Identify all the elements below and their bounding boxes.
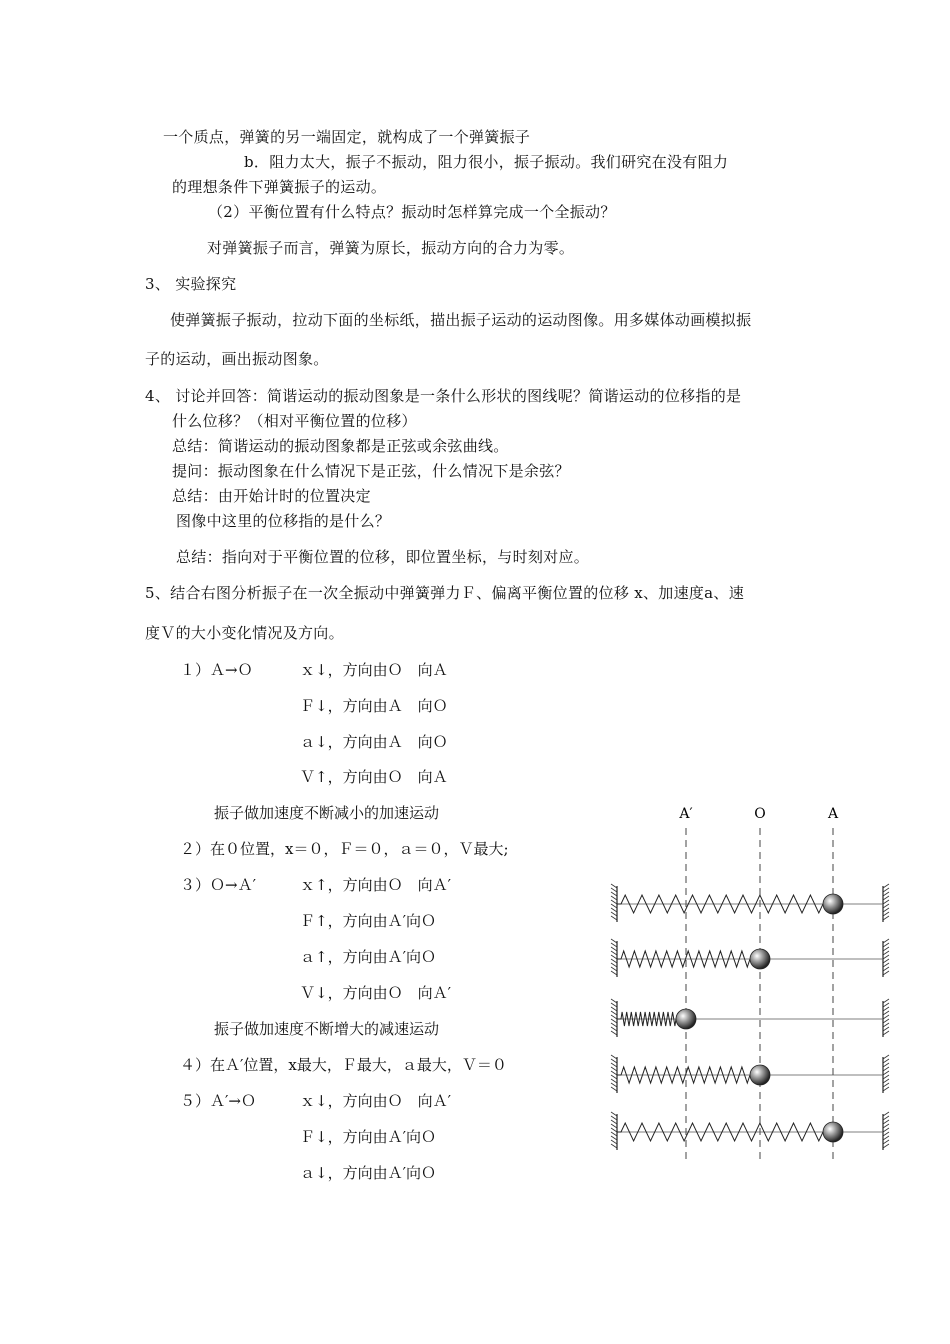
left-wall-2-hatch	[611, 939, 617, 943]
step-2: ２）在０位置，x＝０，Ｆ＝０，ａ＝０，Ｖ最大;	[180, 840, 509, 858]
right-wall-3-hatch	[883, 1031, 889, 1035]
label-a-prime: A′	[679, 806, 693, 822]
right-wall-2-hatch	[883, 971, 889, 975]
oscillator-ball-1	[823, 894, 843, 914]
left-wall-3-hatch	[611, 1011, 617, 1015]
left-wall-5-hatch	[611, 1140, 617, 1144]
right-wall-4-hatch	[883, 1059, 889, 1063]
right-wall-5-hatch	[883, 1120, 889, 1124]
left-wall-1-hatch	[611, 884, 617, 888]
section-5-line-b: 度Ｖ的大小变化情况及方向。	[145, 624, 344, 642]
left-wall-5-hatch	[611, 1136, 617, 1140]
left-wall-1-hatch	[611, 908, 617, 912]
right-wall-1-hatch	[883, 912, 889, 916]
left-wall-3-hatch	[611, 1015, 617, 1019]
left-wall-2-hatch	[611, 955, 617, 959]
right-wall-1-hatch	[883, 904, 889, 908]
step-3-f: Ｆ↑，方向由Ａ′向Ｏ	[300, 912, 436, 930]
right-wall-3-hatch	[883, 1019, 889, 1023]
right-wall-1-hatch	[883, 908, 889, 912]
right-wall-2-hatch	[883, 939, 889, 943]
left-wall-1-hatch	[611, 896, 617, 900]
left-wall-5-hatch	[611, 1112, 617, 1116]
left-wall-3-hatch	[611, 1027, 617, 1031]
right-wall-3-hatch	[883, 1007, 889, 1011]
right-wall-5-hatch	[883, 1140, 889, 1144]
left-wall-4-hatch	[611, 1059, 617, 1063]
right-wall-1-hatch	[883, 900, 889, 904]
step-3-v: Ｖ↓，方向由Ｏ 向Ａ′	[300, 984, 451, 1002]
step-1-v: Ｖ↑，方向由Ｏ 向Ａ	[300, 768, 448, 786]
left-wall-4-hatch	[611, 1083, 617, 1087]
left-wall-4-hatch	[611, 1079, 617, 1083]
right-wall-4-hatch	[883, 1067, 889, 1071]
section-4-line-c: 总结：简谐运动的振动图象都是正弦或余弦曲线。	[172, 437, 509, 455]
step-3-a: ａ↑，方向由Ａ′向Ｏ	[300, 948, 436, 966]
right-wall-2-hatch	[883, 955, 889, 959]
left-wall-4-hatch	[611, 1055, 617, 1059]
right-wall-5-hatch	[883, 1144, 889, 1148]
right-wall-3-hatch	[883, 1015, 889, 1019]
left-wall-5-hatch	[611, 1144, 617, 1148]
step-3-label: ３）Ｏ→Ａ′	[180, 876, 256, 894]
right-wall-2-hatch	[883, 963, 889, 967]
left-wall-3-hatch	[611, 999, 617, 1003]
section-5-heading: 5、结合右图分析振子在一次全振动中弹簧弹力Ｆ、偏离平衡位置的位移 x、加速度a、速	[145, 584, 745, 602]
step-5-f: Ｆ↓，方向由Ａ′向Ｏ	[300, 1128, 436, 1146]
right-wall-1-hatch	[883, 896, 889, 900]
left-wall-3-hatch	[611, 1007, 617, 1011]
right-wall-4-hatch	[883, 1087, 889, 1091]
right-wall-3-hatch	[883, 1027, 889, 1031]
right-wall-4-hatch	[883, 1075, 889, 1079]
right-wall-2-hatch	[883, 959, 889, 963]
label-o: O	[754, 806, 766, 822]
spring-oscillator-diagram	[600, 800, 900, 1170]
right-wall-4-hatch	[883, 1071, 889, 1075]
left-wall-2-hatch	[611, 963, 617, 967]
right-wall-4-hatch	[883, 1055, 889, 1059]
spring-3	[617, 1012, 676, 1026]
para-2: b．阻力太大，振子不振动，阻力很小，振子振动。我们研究在没有阻力	[244, 153, 729, 171]
step-5-x: ｘ↓，方向由Ｏ 向Ａ′	[300, 1092, 451, 1110]
para-7: 子的运动，画出振动图象。	[145, 350, 329, 368]
right-wall-5-hatch	[883, 1112, 889, 1116]
left-wall-2-hatch	[611, 943, 617, 947]
right-wall-3-hatch	[883, 1023, 889, 1027]
step-5-a: ａ↓，方向由Ａ′向Ｏ	[300, 1164, 436, 1182]
right-wall-1-hatch	[883, 916, 889, 920]
right-wall-5-hatch	[883, 1132, 889, 1136]
step-4: ４）在Ａ′位置，x最大，Ｆ最大，ａ最大，Ｖ＝０	[180, 1056, 507, 1074]
right-wall-1-hatch	[883, 884, 889, 888]
step-3-x: ｘ↑，方向由Ｏ 向Ａ′	[300, 876, 451, 894]
right-wall-5-hatch	[883, 1136, 889, 1140]
left-wall-5-hatch	[611, 1128, 617, 1132]
left-wall-5-hatch	[611, 1124, 617, 1128]
left-wall-2-hatch	[611, 947, 617, 951]
left-wall-4-hatch	[611, 1087, 617, 1091]
right-wall-2-hatch	[883, 967, 889, 971]
step-1-label: １）Ａ→Ｏ	[180, 661, 253, 679]
right-wall-2-hatch	[883, 947, 889, 951]
right-wall-3-hatch	[883, 1003, 889, 1007]
left-wall-5-hatch	[611, 1120, 617, 1124]
right-wall-1-hatch	[883, 888, 889, 892]
section-4-line-e: 总结：由开始计时的位置决定	[172, 487, 371, 505]
right-wall-5-hatch	[883, 1128, 889, 1132]
right-wall-4-hatch	[883, 1063, 889, 1067]
left-wall-5-hatch	[611, 1116, 617, 1120]
right-wall-1-hatch	[883, 892, 889, 896]
left-wall-4-hatch	[611, 1063, 617, 1067]
step-1-f: Ｆ↓，方向由Ａ 向Ｏ	[300, 697, 448, 715]
right-wall-5-hatch	[883, 1116, 889, 1120]
oscillator-ball-2	[750, 949, 770, 969]
section-4-line-b: 什么位移？（相对平衡位置的位移）	[172, 412, 417, 430]
right-wall-4-hatch	[883, 1079, 889, 1083]
label-a: A	[827, 806, 839, 822]
section-4-heading: 4、 讨论并回答：简谐运动的振动图象是一条什么形状的图线呢？简谐运动的位移指的是	[145, 387, 742, 405]
right-wall-2-hatch	[883, 951, 889, 955]
step-1-summary: 振子做加速度不断减小的加速运动	[214, 804, 440, 822]
section-4-line-g: 总结：指向对于平衡位置的位移，即位置坐标，与时刻对应。	[176, 548, 590, 566]
left-wall-2-hatch	[611, 959, 617, 963]
left-wall-4-hatch	[611, 1067, 617, 1071]
left-wall-3-hatch	[611, 1019, 617, 1023]
right-wall-4-hatch	[883, 1083, 889, 1087]
right-wall-3-hatch	[883, 1011, 889, 1015]
right-wall-3-hatch	[883, 999, 889, 1003]
left-wall-3-hatch	[611, 1023, 617, 1027]
right-wall-2-hatch	[883, 943, 889, 947]
left-wall-1-hatch	[611, 892, 617, 896]
left-wall-1-hatch	[611, 900, 617, 904]
left-wall-3-hatch	[611, 1003, 617, 1007]
left-wall-2-hatch	[611, 971, 617, 975]
para-1: 一个质点，弹簧的另一端固定，就构成了一个弹簧振子	[163, 128, 531, 146]
oscillator-ball-3	[676, 1009, 696, 1029]
oscillator-ball-4	[750, 1065, 770, 1085]
left-wall-1-hatch	[611, 916, 617, 920]
left-wall-5-hatch	[611, 1132, 617, 1136]
step-5-label: ５）Ａ′→Ｏ	[180, 1092, 256, 1110]
left-wall-2-hatch	[611, 967, 617, 971]
para-4: （2）平衡位置有什么特点？振动时怎样算完成一个全振动？	[208, 203, 616, 221]
section-4-line-d: 提问：振动图象在什么情况下是正弦，什么情况下是余弦？	[172, 462, 570, 480]
left-wall-2-hatch	[611, 951, 617, 955]
para-5: 对弹簧振子而言，弹簧为原长，振动方向的合力为零。	[207, 239, 575, 257]
step-1-a: ａ↓，方向由Ａ 向Ｏ	[300, 733, 448, 751]
right-wall-5-hatch	[883, 1124, 889, 1128]
step-1-x: ｘ↓，方向由Ｏ 向Ａ	[300, 661, 448, 679]
oscillator-ball-5	[823, 1122, 843, 1142]
left-wall-1-hatch	[611, 904, 617, 908]
step-3-summary: 振子做加速度不断增大的减速运动	[214, 1020, 440, 1038]
section-3-heading: 3、 实验探究	[145, 275, 237, 293]
para-3: 的理想条件下弹簧振子的运动。	[172, 178, 387, 196]
section-4-line-f: 图像中这里的位移指的是什么？	[176, 512, 391, 530]
left-wall-4-hatch	[611, 1075, 617, 1079]
left-wall-1-hatch	[611, 912, 617, 916]
para-6: 使弹簧振子振动，拉动下面的坐标纸，描出振子运动的运动图像。用多媒体动画模拟振	[170, 311, 752, 329]
left-wall-4-hatch	[611, 1071, 617, 1075]
left-wall-1-hatch	[611, 888, 617, 892]
left-wall-3-hatch	[611, 1031, 617, 1035]
